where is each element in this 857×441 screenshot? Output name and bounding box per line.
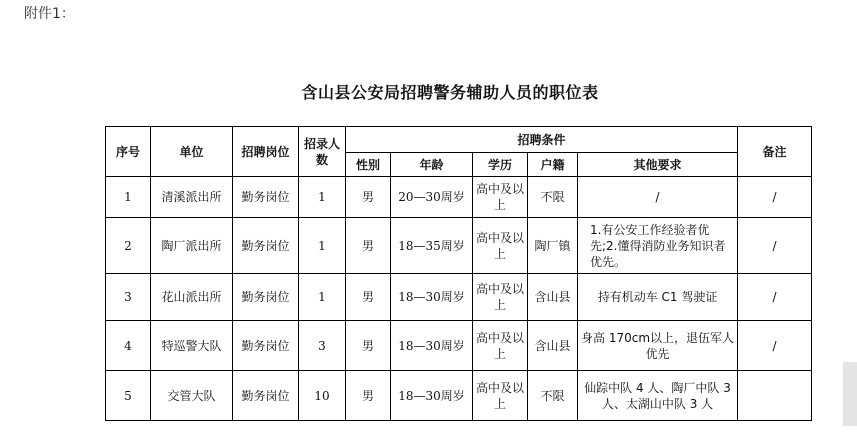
attachment-label: 附件1： [24,6,75,22]
cell-remarks: / [738,274,812,321]
cell-other: 持有机动车 C1 驾驶证 [578,274,738,321]
cell-education: 高中及以上 [473,218,528,274]
cell-other: 仙踪中队 4 人、陶厂中队 3 人、太湖山中队 3 人 [578,371,738,421]
cell-education: 高中及以上 [473,371,528,421]
cell-education: 高中及以上 [473,274,528,321]
document-title: 含山县公安局招聘警务辅助人员的职位表 [301,83,599,102]
cell-seq: 2 [106,218,151,274]
cell-hukou: 不限 [528,371,578,421]
cell-other: 1.有公安工作经验者优先;2.懂得消防业务知识者优先。 [578,218,738,274]
table-row [106,274,812,321]
cell-post: 勤务岗位 [233,218,299,274]
scroll-edge-mark [843,362,857,426]
cell-post: 勤务岗位 [233,177,299,218]
header-gender: 性别 [346,153,391,177]
cell-unit: 清溪派出所 [151,177,233,218]
cell-remarks: / [738,218,812,274]
cell-remarks [738,371,812,421]
cell-hukou: 不限 [528,177,578,218]
cell-count: 3 [299,321,346,371]
header-education: 学历 [473,153,528,177]
header-count: 招录人数 [299,127,346,177]
cell-count: 1 [299,218,346,274]
header-seq: 序号 [106,127,151,177]
table-row [106,371,812,421]
header-other: 其他要求 [578,153,738,177]
cell-age: 18—30周岁 [391,371,473,421]
cell-remarks: / [738,321,812,371]
cell-seq: 5 [106,371,151,421]
cell-gender: 男 [346,274,391,321]
cell-unit: 花山派出所 [151,274,233,321]
header-remarks: 备注 [738,127,812,177]
table-row [106,177,812,218]
cell-post: 勤务岗位 [233,274,299,321]
cell-other: / [578,177,738,218]
cell-gender: 男 [346,321,391,371]
cell-count: 1 [299,274,346,321]
cell-seq: 3 [106,274,151,321]
positions-table [105,126,812,421]
cell-unit: 特巡警大队 [151,321,233,371]
cell-count: 10 [299,371,346,421]
cell-age: 20—30周岁 [391,177,473,218]
cell-gender: 男 [346,177,391,218]
cell-education: 高中及以上 [473,177,528,218]
table-row [106,218,812,274]
cell-post: 勤务岗位 [233,371,299,421]
header-row-1 [106,127,812,153]
cell-post: 勤务岗位 [233,321,299,371]
cell-seq: 1 [106,177,151,218]
header-hukou: 户籍 [528,153,578,177]
cell-education: 高中及以上 [473,321,528,371]
cell-count: 1 [299,177,346,218]
header-age: 年龄 [391,153,473,177]
cell-hukou: 含山县 [528,321,578,371]
cell-other: 身高 170cm以上，退伍军人优先 [578,321,738,371]
cell-hukou: 含山县 [528,274,578,321]
cell-gender: 男 [346,218,391,274]
cell-gender: 男 [346,371,391,421]
cell-unit: 陶厂派出所 [151,218,233,274]
header-conditions: 招聘条件 [346,127,738,153]
header-unit: 单位 [151,127,233,177]
cell-remarks: / [738,177,812,218]
table-row [106,321,812,371]
cell-unit: 交管大队 [151,371,233,421]
cell-age: 18—30周岁 [391,274,473,321]
cell-age: 18—30周岁 [391,321,473,371]
cell-seq: 4 [106,321,151,371]
header-post: 招聘岗位 [233,127,299,177]
cell-hukou: 陶厂镇 [528,218,578,274]
cell-age: 18—35周岁 [391,218,473,274]
